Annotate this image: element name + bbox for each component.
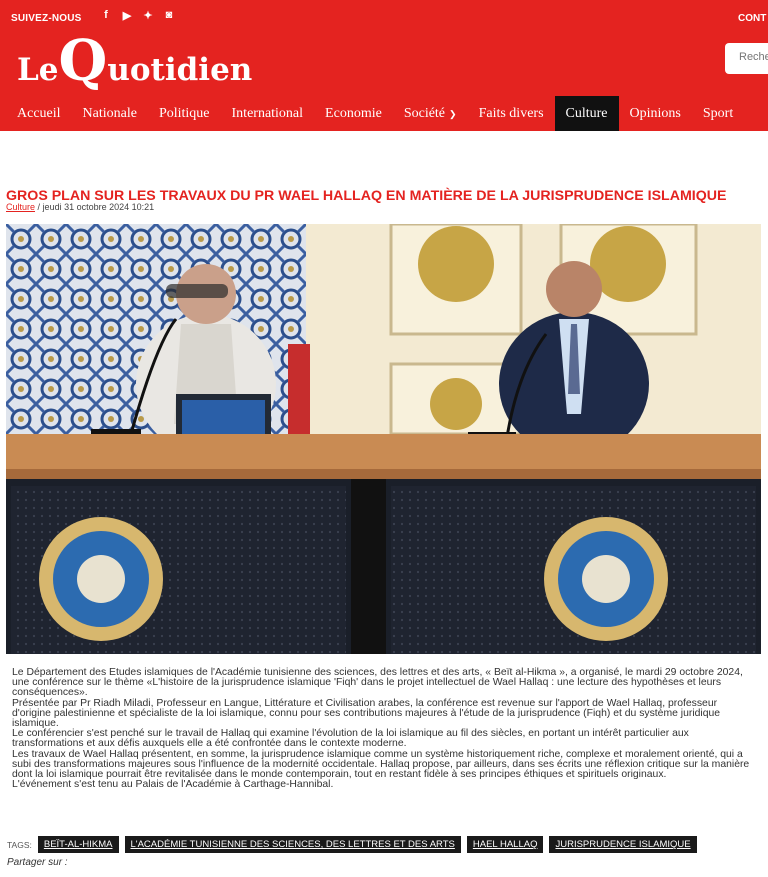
nav-item-nationale[interactable]: Nationale <box>82 106 137 121</box>
nav-item-societe-label: Société <box>403 106 446 121</box>
tags-row <box>7 836 697 853</box>
article-date: jeudi 31 octobre 2024 10:21 <box>42 202 155 212</box>
logo-le: Le <box>17 52 59 88</box>
article-photo <box>6 224 761 654</box>
article-paragraph: Présentée par Pr Riadh Miladi, Professeur en Langue, Littérature et Civilisation arabes, la conférence est revenue sur l'apport de Wael Hallaq, professeur d'origine palestinienne et spécialiste de la loi islamique, connu pour ses contributions majeures à l'étude de la jurisprudence (Fiqh) et du système juridique islamique. <box>12 697 721 730</box>
article-paragraph: Les travaux de Wael Hallaq présentent, en somme, la jurisprudence islamique comme un système historiquement riche, complexe et moralement orienté, qui a subi des transformations majeures sous l'influence de la modernité occidentale. Hallaq propose, par ailleurs, dans ses écrits une réflexion critique sur la manière dont la loi islamique pourrait être revitalisée dans le monde contemporain, tout en restant fidèle à ses principes éthiques et spirituels originaux. <box>12 748 750 781</box>
tag-link[interactable]: JURISPRUDENCE ISLAMIQUE <box>549 836 696 853</box>
site-header <box>0 0 768 131</box>
youtube-icon[interactable]: ▶ <box>122 10 132 22</box>
article-paragraph: Le conférencier s'est penché sur le travail de Hallaq qui examine l'évolution de la loi islamique au fil des siècles, en portant un intérêt particulier aux transformations et aux défis auxquels elle a été confrontée dans le contexte moderne. <box>12 728 689 750</box>
tag-link[interactable]: BEÏT-AL-HIKMA <box>38 836 119 853</box>
tag-link[interactable]: L'ACADÉMIE TUNISIENNE DES SCIENCES, DES LETTRES ET DES ARTS <box>125 836 461 853</box>
article-title: GROS PLAN SUR LES TRAVAUX DU PR WAEL HALLAQ EN MATIÈRE DE LA JURISPRUDENCE ISLAMIQUE <box>6 187 727 204</box>
tags-label: TAGS: <box>7 839 32 850</box>
logo-rest: uotidien <box>107 52 253 88</box>
nav-item-politique[interactable]: Politique <box>158 106 210 121</box>
nav-item-societe[interactable] <box>393 96 468 131</box>
instagram-icon[interactable]: ◙ <box>165 9 173 21</box>
logo-q: Q <box>58 28 108 94</box>
nav-item-sport[interactable]: Sport <box>702 106 734 121</box>
main-nav <box>0 96 744 131</box>
nav-item-international[interactable]: International <box>231 106 304 121</box>
social-links <box>100 9 175 22</box>
twitter-icon[interactable]: ✦ <box>143 10 153 22</box>
article-paragraph: L'événement s'est tenu au Palais de l'Académie à Carthage-Hannibal. <box>12 779 334 791</box>
search-input[interactable] <box>725 43 768 63</box>
article-body <box>12 668 752 790</box>
site-logo[interactable] <box>17 28 253 94</box>
nav-item-culture[interactable]: Culture <box>555 96 619 131</box>
follow-us-label: SUIVEZ-NOUS <box>11 13 82 24</box>
article-paragraph: Le Département des Etudes islamiques de l'Académie tunisienne des sciences, des lettres et des arts, « Beït al-Hikma », a organisé, le mardi 29 octobre 2024, une conférence sur le thème «L'histoire de la jurisprudence islamique 'Fiqh' dans le projet intellectuel de Wael Hallaq : une lecture des hypothèses et leurs conséquences». <box>12 667 743 699</box>
nav-item-opinions[interactable]: Opinions <box>629 106 681 121</box>
category-link[interactable]: Culture <box>6 202 36 212</box>
share-label: Partager sur : <box>7 857 68 868</box>
article-meta <box>6 202 154 212</box>
search-box <box>725 43 768 74</box>
nav-item-accueil[interactable]: Accueil <box>17 106 61 121</box>
meta-separator: / <box>37 202 41 212</box>
chevron-down-icon: ❯ <box>449 109 457 119</box>
nav-item-faits-divers[interactable]: Faits divers <box>478 106 544 121</box>
facebook-icon[interactable]: f <box>104 9 108 21</box>
nav-item-economie[interactable]: Economie <box>325 106 382 121</box>
contact-link[interactable]: CONT <box>738 13 767 24</box>
tag-link[interactable]: HAEL HALLAQ <box>467 836 544 853</box>
